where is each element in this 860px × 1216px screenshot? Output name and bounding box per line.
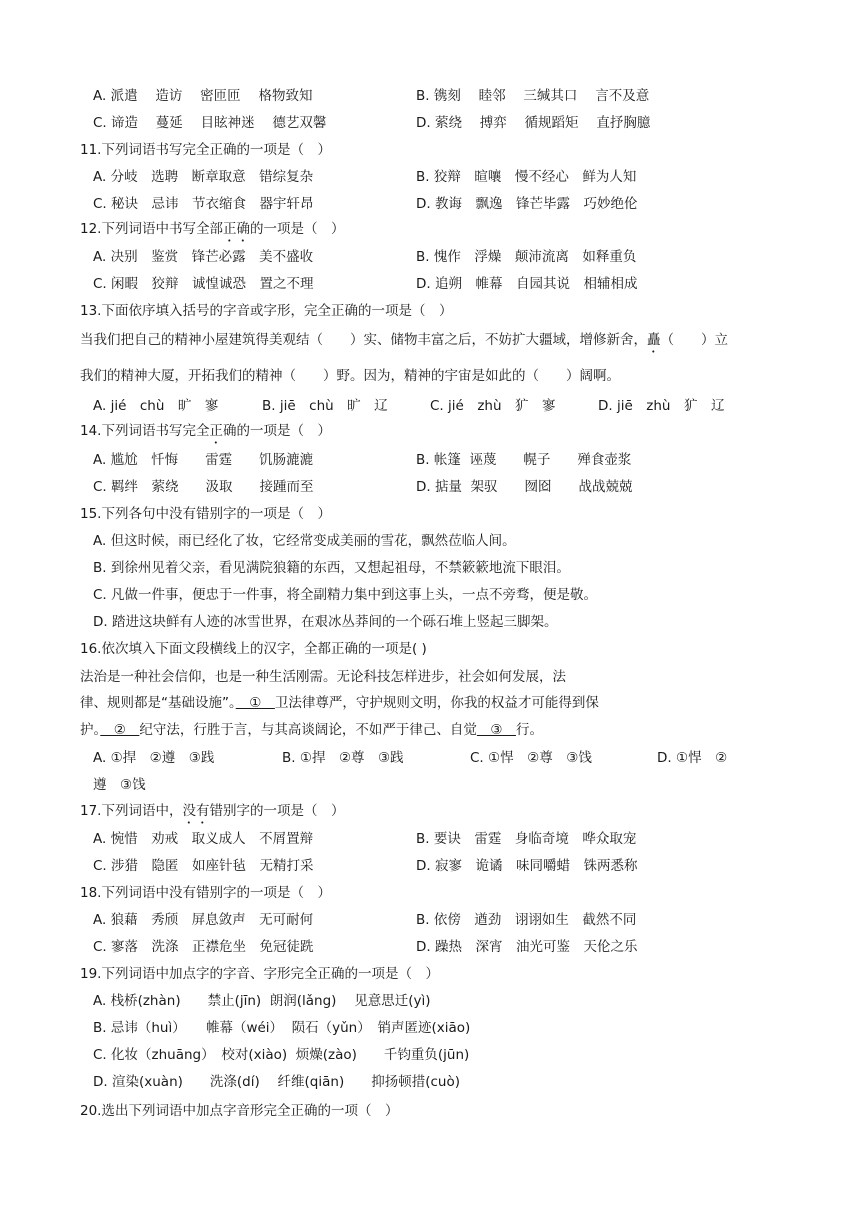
q16-passage-line-1: 法治是一种社会信仰，也是一种生活刚需。无论科技怎样进步，社会如何发展，法 xyxy=(80,669,566,685)
emphasized-word: 没有 xyxy=(182,803,210,819)
question-13-stem: 13.下面依序填入括号的字音或字形，完全正确的一项是（ ） xyxy=(80,303,453,319)
option-c: C. 谛造 蔓延 目眩神迷 德艺双馨 xyxy=(93,115,327,131)
option-b: B. 镌刻 睦邻 三缄其口 言不及意 xyxy=(416,88,650,104)
question-19-stem: 19.下列词语中加点字的字音、字形完全正确的一项是（ ） xyxy=(80,966,439,982)
q19-option-d: D. 渲染(xuàn) 洗涤(dí) 纤维(qiān) 抑扬顿措(cuò) xyxy=(93,1074,460,1090)
q15-option-c: C. 凡做一件事，便忠于一件事，将全副精力集中到这事上头，一点不旁骛，便是敬。 xyxy=(93,587,598,603)
q16-option-c: C. ①悍 ②尊 ③饯 xyxy=(470,750,592,766)
q11-option-d: D. 教诲 飘逸 锋芒毕露 巧妙绝伦 xyxy=(416,196,638,212)
q13-option-c: C. jié zhù 犷 寥 xyxy=(430,398,556,414)
question-16-stem: 16.依次填入下面文段横线上的汉字，全都正确的一项是( ) xyxy=(80,641,427,657)
q19-option-c: C. 化妆（zhuāng） 校对(xiào) 烦燥(zào) 千钧重负(jūn) xyxy=(93,1047,470,1063)
q19-option-b: B. 忌讳（huì） 帷幕（wéi） 陨石（yǔn） 销声匿迹(xiāo) xyxy=(93,1020,471,1036)
q13-option-a: A. jié chù 旷 寥 xyxy=(93,398,219,414)
q13-option-b: B. jiē chù 旷 辽 xyxy=(262,398,388,414)
q13-option-d: D. jiē zhù 犷 辽 xyxy=(598,398,725,414)
question-18-stem: 18.下列词语中没有错别字的一项是（ ） xyxy=(80,885,331,901)
q18-option-b: B. 依傍 遒劲 诩诩如生 截然不同 xyxy=(416,912,637,928)
blank-3: ③ xyxy=(476,722,516,738)
question-20-stem: 20.选出下列词语中加点字音形完全正确的一项（ ） xyxy=(80,1103,399,1119)
question-11-stem: 11.下列词语书写完全正确的一项是（ ） xyxy=(80,142,331,158)
blank-1: ① xyxy=(235,695,275,711)
q15-option-a: A. 但这时候，雨已经化了妆，它经常变成美丽的雪花，飘然莅临人间。 xyxy=(93,533,516,549)
q18-option-c: C. 寥落 洗涤 正襟危坐 免冠徒跣 xyxy=(93,939,314,955)
q14-option-d: D. 掂量 架驭 囫囵 战战兢兢 xyxy=(416,479,633,495)
q11-option-c: C. 秘诀 忌讳 节衣缩食 器宇轩昂 xyxy=(93,196,314,212)
option-a: A. 派遣 造访 密匝匝 格物致知 xyxy=(93,88,313,104)
q13-passage-line-2: 我们的精神大厦，开拓我们的精神（ ）野。因为，精神的宇宙是如此的（ ）阔啊。 xyxy=(80,368,620,384)
q17-option-b: B. 要诀 雷霆 身临奇境 哗众取宠 xyxy=(416,831,637,847)
q16-passage-line-3: 护。 ② 纪守法，行胜于言，与其高谈阔论，不如严于律己、自觉 ③ 行。 xyxy=(80,722,543,738)
q14-option-c: C. 羁绊 萦绕 汲取 接踵而至 xyxy=(93,479,314,495)
emphasized-char: 矗 xyxy=(647,332,661,348)
q17-option-d: D. 寂寥 诡谲 味同嚼蜡 铢两悉称 xyxy=(416,858,638,874)
option-d: D. 萦绕 搏弈 循规蹈矩 直抒胸臆 xyxy=(416,115,651,131)
q12-option-d: D. 追朔 帷幕 自园其说 相辅相成 xyxy=(416,276,638,292)
question-14-stem: 14.下列词语书写完全正确的一项是（ ） xyxy=(80,423,331,439)
q12-option-b: B. 愧作 浮燥 颠沛流离 如释重负 xyxy=(416,249,637,265)
q16-option-b: B. ①捍 ②尊 ③践 xyxy=(282,750,404,766)
q17-option-a: A. 惋惜 劝戒 取义成人 不屑置辩 xyxy=(93,831,314,847)
question-17-stem: 17.下列词语中，没有错别字的一项是（ ） xyxy=(80,803,345,819)
emphasized-word: 正确 xyxy=(222,221,250,237)
q16-option-d: D. ①悍 ② xyxy=(657,750,728,766)
q15-option-b: B. 到徐州见着父亲，看见满院狼籍的东西，又想起祖母，不禁簌簌地流下眼泪。 xyxy=(93,560,570,576)
q18-option-d: D. 躁热 深宵 油光可鉴 天伦之乐 xyxy=(416,939,638,955)
question-15-stem: 15.下列各句中没有错别字的一项是（ ） xyxy=(80,506,331,522)
q11-option-b: B. 狡辩 暄嚷 慢不经心 鲜为人知 xyxy=(416,169,637,185)
q16-option-d-continued: 遵 ③饯 xyxy=(93,777,146,793)
q17-option-c: C. 涉猎 隐匿 如座针毡 无精打采 xyxy=(93,858,314,874)
q19-option-a: A. 栈桥(zhàn) 禁止(jīn) 朗润(lǎng) 见意思迁(yì) xyxy=(93,993,431,1009)
question-12-stem: 12.下列词语中书写全部正确的一项是（ ） xyxy=(80,221,345,237)
q15-option-d: D. 踏进这块鲜有人迹的冰雪世界，在艰冰丛莽间的一个砾石堆上竖起三脚架。 xyxy=(93,614,558,630)
q16-option-a: A. ①捍 ②遵 ③践 xyxy=(93,750,215,766)
q13-passage-line-1: 当我们把自己的精神小屋建筑得美观结（ ）实、储物丰富之后，不妨扩大疆域，增修新舍，矗（ ）立 xyxy=(80,332,728,348)
blank-2: ② xyxy=(100,722,140,738)
q18-option-a: A. 狼藉 秀颀 屏息敛声 无可耐何 xyxy=(93,912,314,928)
q11-option-a: A. 分岐 选聘 断章取意 错综复杂 xyxy=(93,169,314,185)
q16-passage-line-2: 律、规则都是“基础设施”。 ① 卫法律尊严，守护规则文明，你我的权益才可能得到保 xyxy=(80,695,599,711)
q12-option-c: C. 闲暇 狡辩 诚惶诚恐 置之不理 xyxy=(93,276,314,292)
q12-option-a: A. 决别 鉴赏 锋芒必露 美不盛收 xyxy=(93,249,314,265)
q14-option-b: B. 帐篷 诬蔑 幌子 殚食壶浆 xyxy=(416,452,632,468)
q14-option-a: A. 尴尬 忏悔 雷霆 饥肠漉漉 xyxy=(93,452,314,468)
emphasized-char: 正 xyxy=(209,423,223,439)
